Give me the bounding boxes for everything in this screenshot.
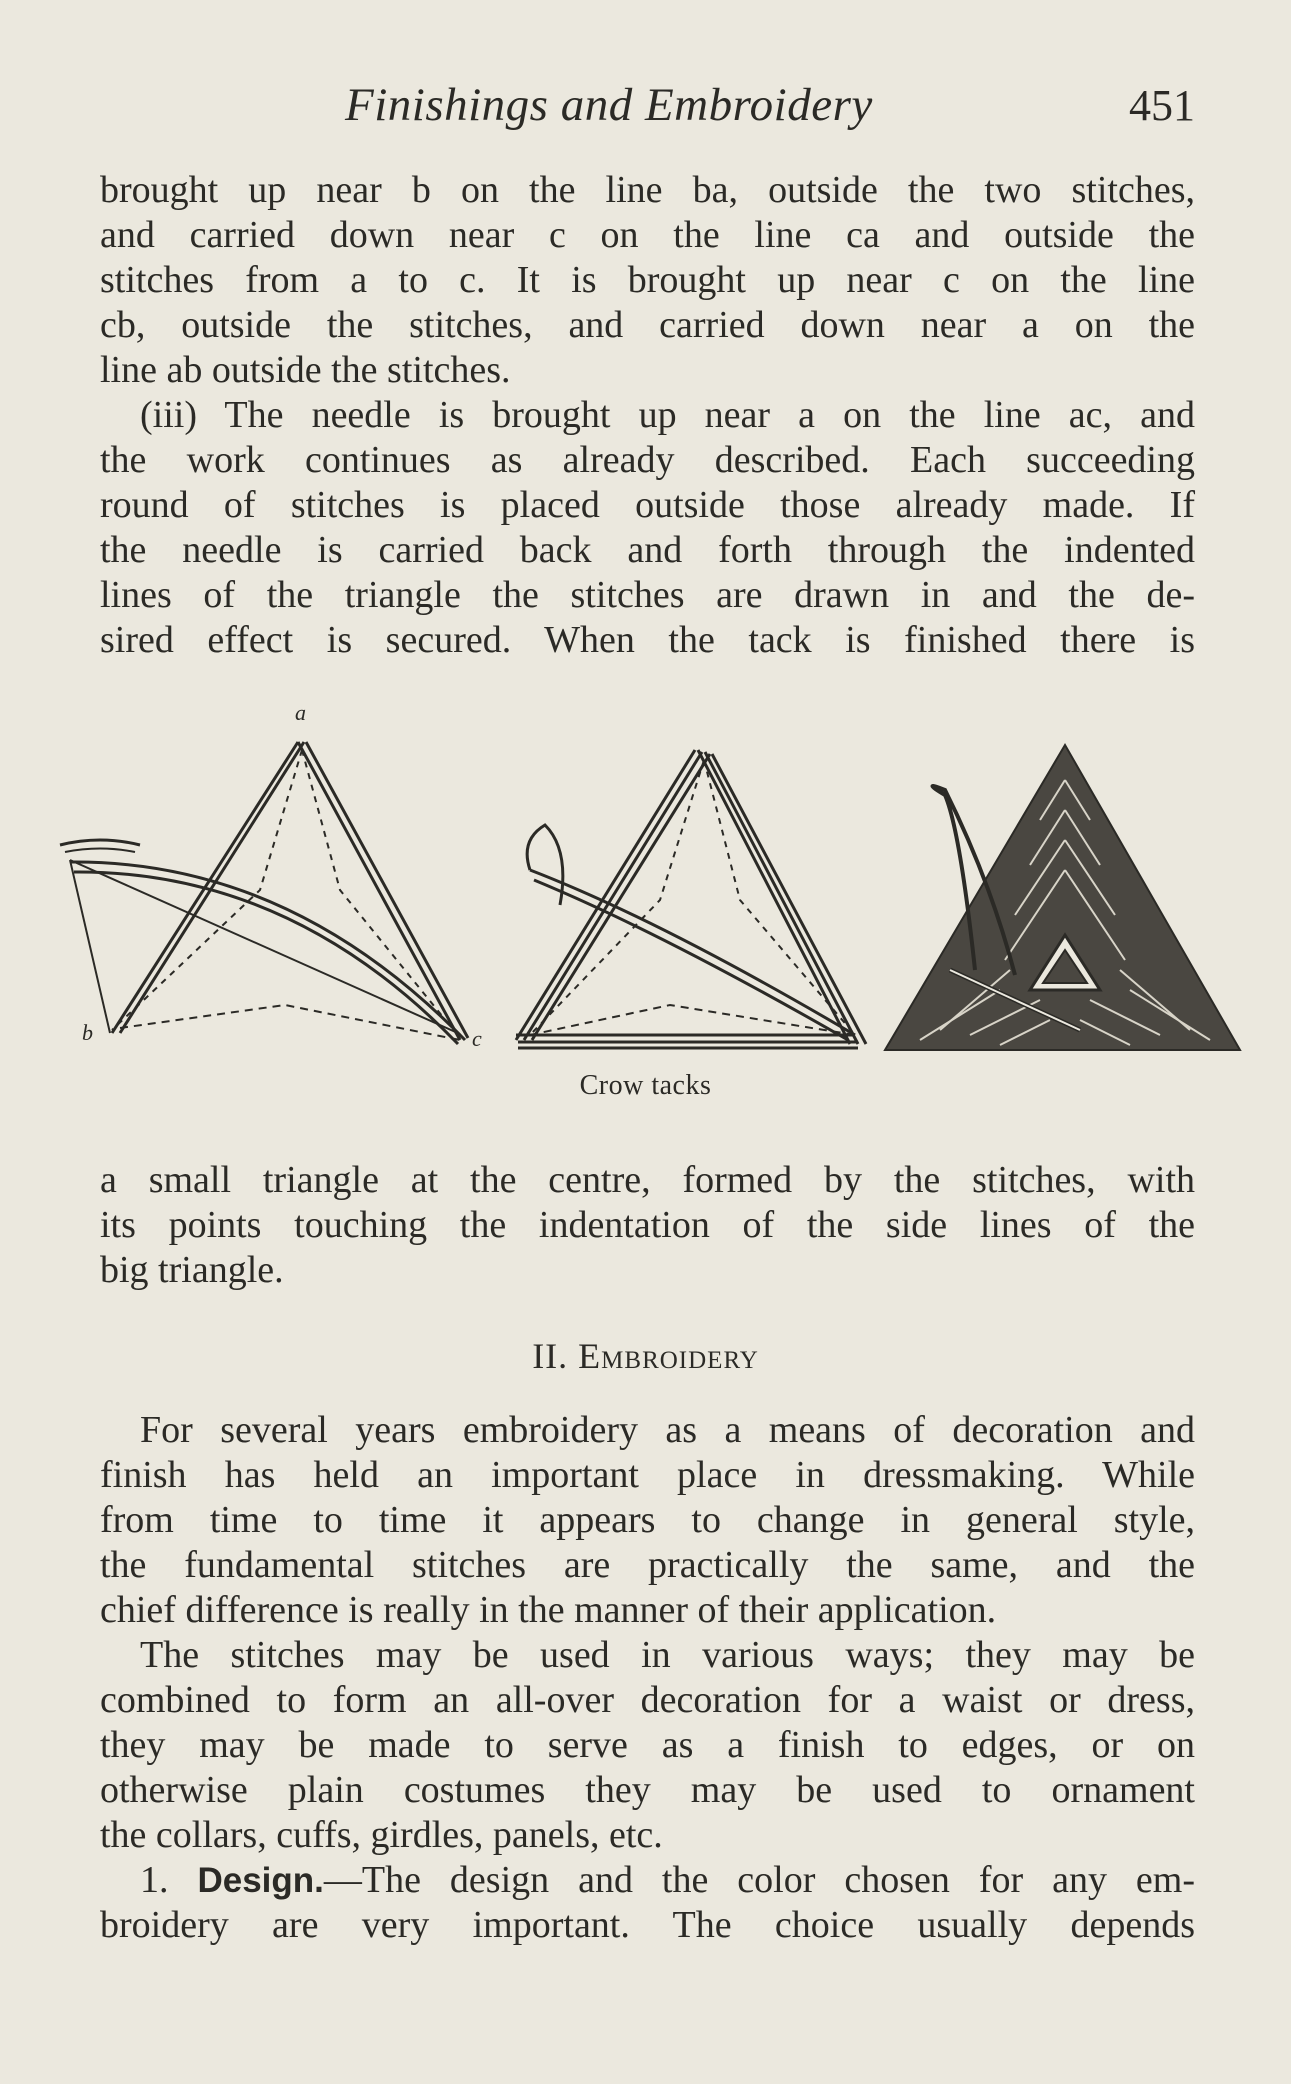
text-line: cb, outside the stitches, and carried down near a on the [100,304,1195,346]
page-header [100,78,1195,138]
section-title: Embroidery [578,1336,759,1376]
text-line: the needle is carried back and forth through the indented [100,529,1195,571]
running-title: Finishings and Embroidery [345,79,873,131]
section-numeral: II. [532,1336,569,1376]
text-line: and carried down near c on the line ca and outside the [100,214,1195,256]
crow-tack-diagram-1 [60,742,468,1044]
text-line: lines of the triangle the stitches are drawn in and the de- [100,574,1195,616]
item-number: 1. [140,1859,169,1901]
paragraph-small-triangle [100,1158,1195,1293]
design-heading: Design. [197,1861,324,1900]
text-line: line ab outside the stitches. [100,349,511,391]
text-line: from time to time it appears to change in general style, [100,1499,1195,1541]
paragraph-design [100,1858,1195,1948]
point-label-a: a [295,700,306,725]
section-heading [0,1335,1291,1377]
text-line: sired effect is secured. When the tack is finished there is [100,619,1195,661]
text-line: they may be made to serve as a finish to edges, or on [100,1724,1195,1766]
paragraph-stitch-uses [100,1633,1195,1858]
text-line: a small triangle at the centre, formed by the stitches, with [100,1159,1195,1201]
text-line: otherwise plain costumes they may be used to ornament [100,1769,1195,1811]
text-line: big triangle. [100,1249,284,1291]
text-line: the fundamental stitches are practically the same, and the [100,1544,1195,1586]
point-label-b: b [82,1020,93,1045]
text-line: round of stitches is placed outside those already made. If [100,484,1195,526]
paragraph-continuation [100,168,1195,393]
text-line: The stitches may be used in various ways; they may be [140,1634,1195,1676]
text-line-rest: —The design and the color chosen for any em- [323,1859,1196,1901]
crow-tack-diagram-2 [516,750,866,1048]
text-line: (iii) The needle is brought up near a on the line ac, and [140,394,1195,436]
paragraph-embroidery-intro [100,1408,1195,1633]
text-line: finish has held an important place in dressmaking. While [100,1454,1195,1496]
text-line: stitches from a to c. It is brought up near c on the line [100,259,1195,301]
crow-tack-diagram-3 [885,745,1240,1050]
text-line: For several years embroidery as a means of decoration and [140,1409,1195,1451]
text-line: chief difference is really in the manner of their application. [100,1589,997,1631]
figure-caption: Crow tacks [579,1070,712,1101]
paragraph-step-iii [100,393,1195,663]
text-line: broidery are very important. The choice usually depends [100,1904,1195,1946]
text-line: its points touching the indentation of the side lines of the [100,1204,1195,1246]
page-number: 451 [1129,81,1195,130]
crow-tacks-illustration [40,700,1260,1120]
point-label-c: c [472,1026,482,1051]
text-line: brought up near b on the line ba, outside the two stitches, [100,169,1195,211]
text-line: the collars, cuffs, girdles, panels, etc. [100,1814,663,1856]
text-line: combined to form an all-over decoration for a waist or dress, [100,1679,1195,1721]
text-line: the work continues as already described. Each succeeding [100,439,1195,481]
text-line [100,1858,1195,1903]
